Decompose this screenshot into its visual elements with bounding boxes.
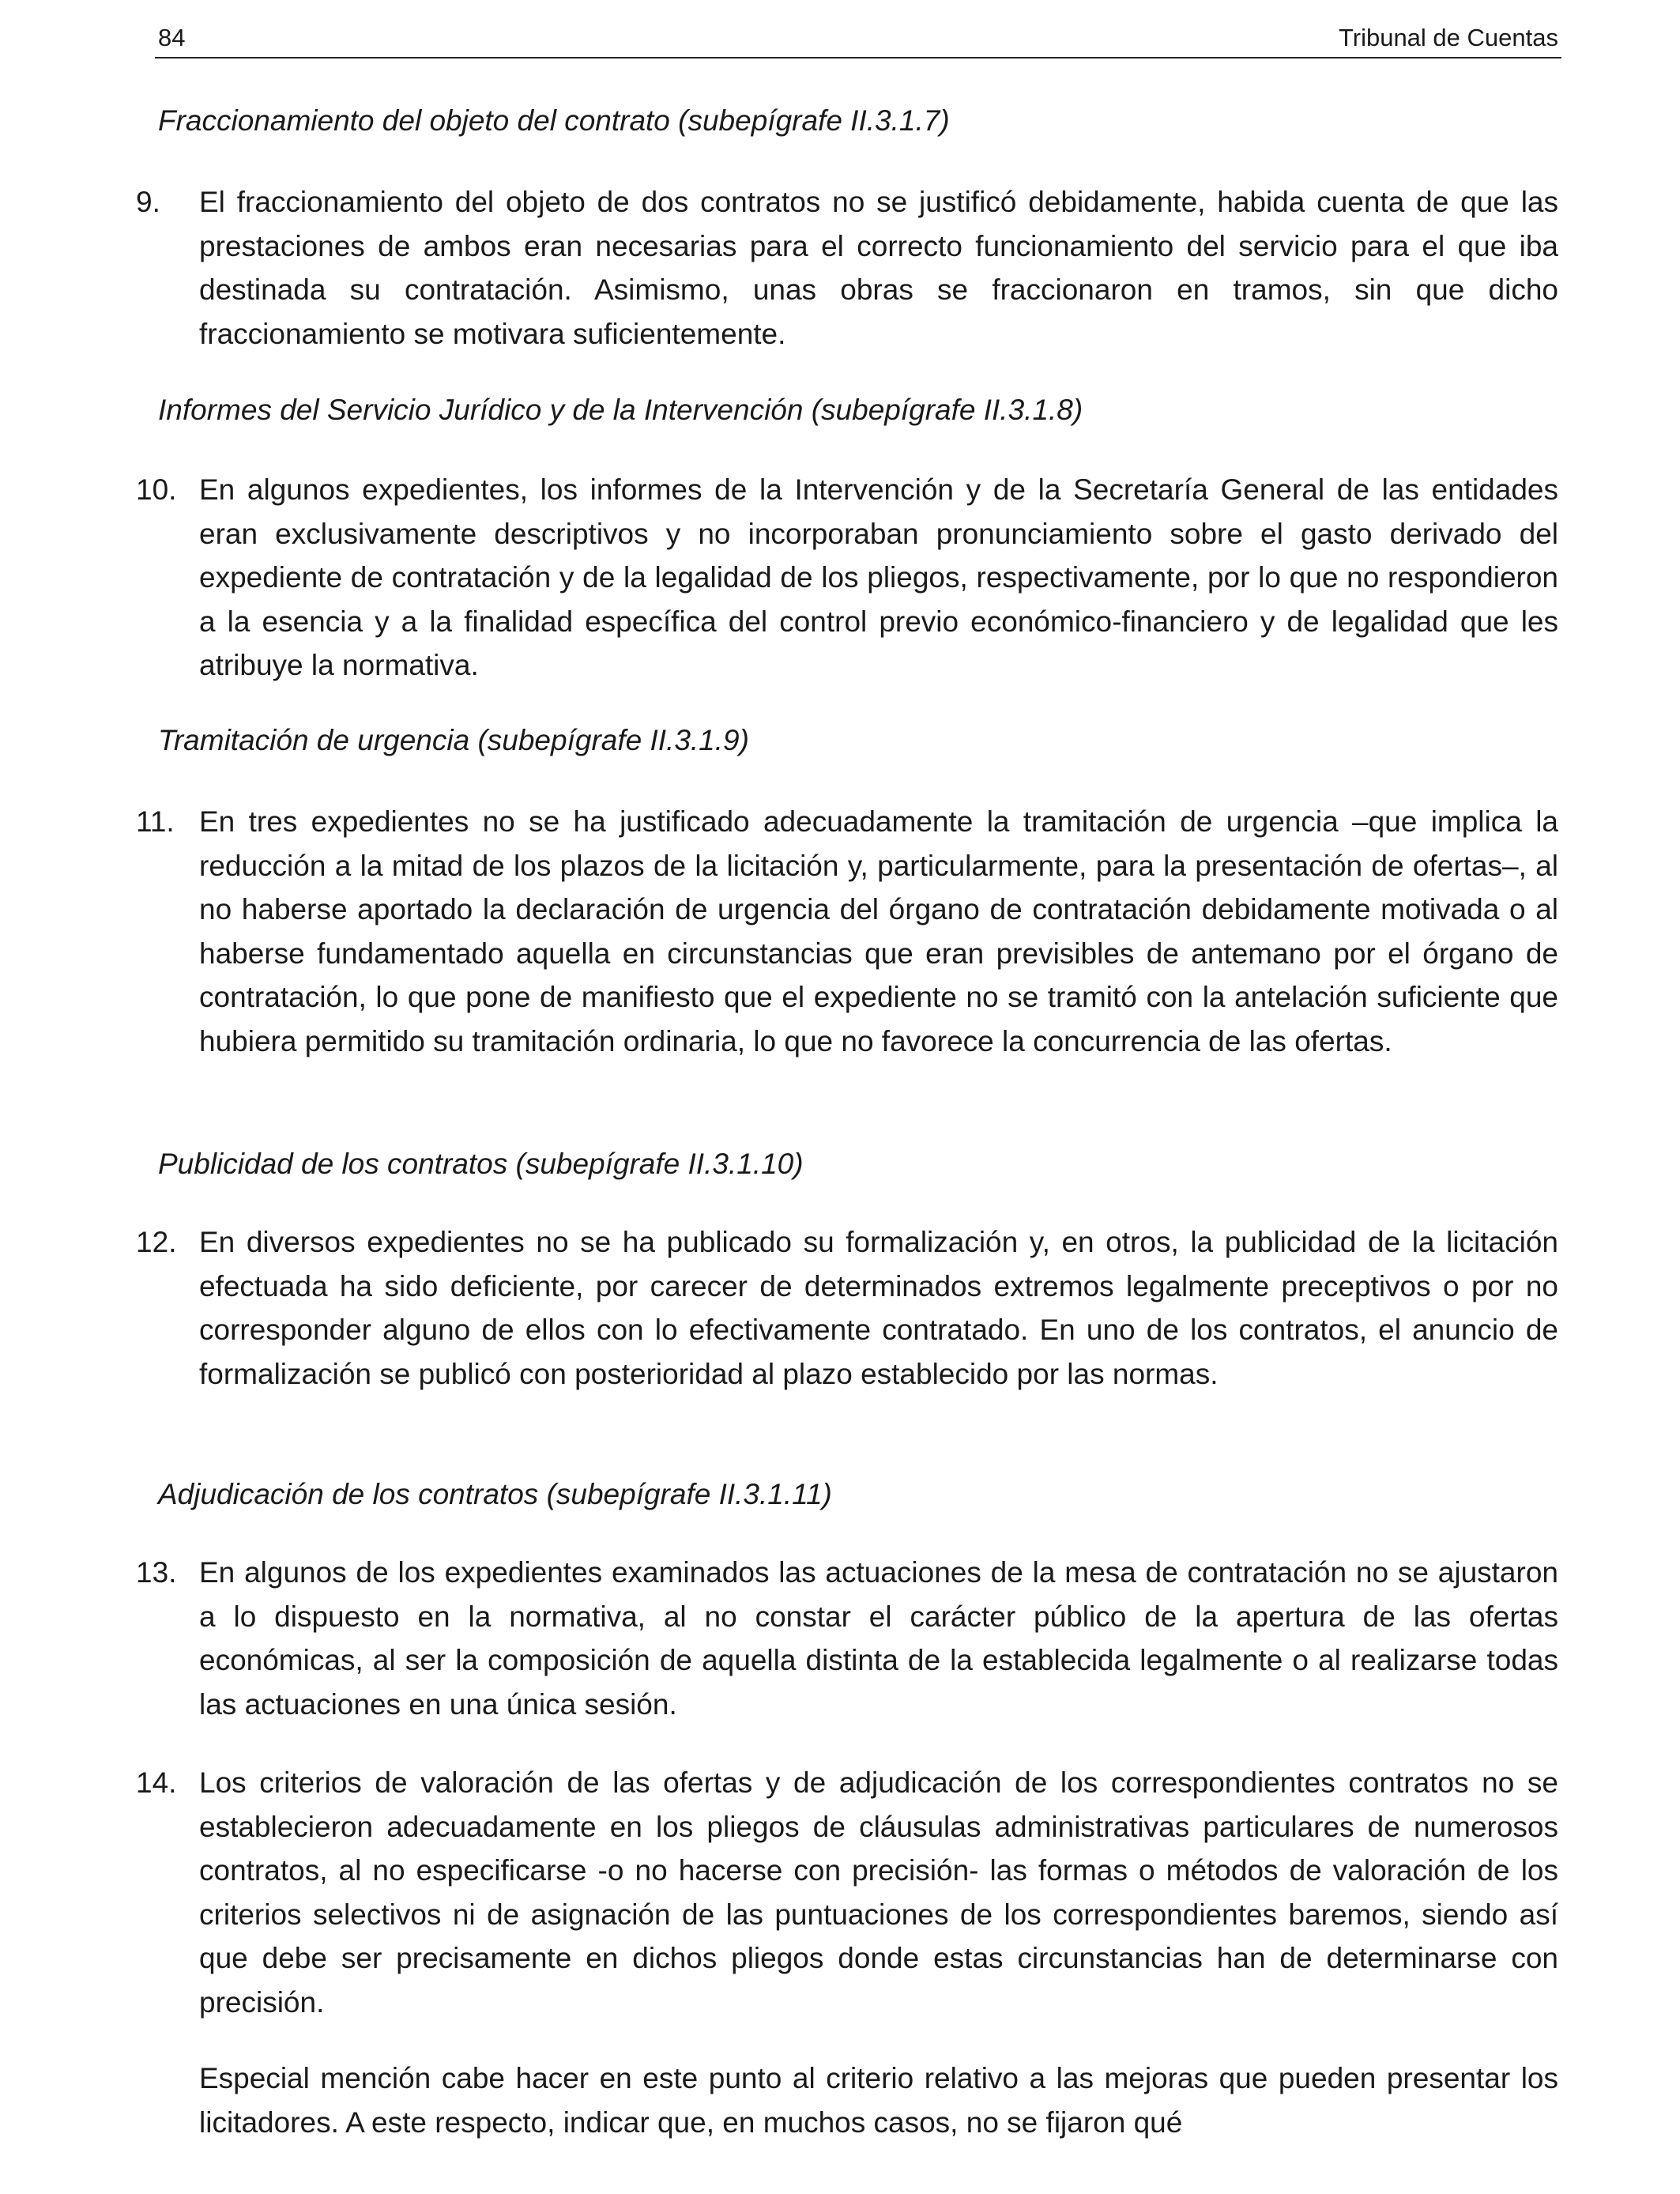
item-number: 14. [136,1766,177,1799]
item-paragraph: En algunos de los expedientes examinados las actuaciones de la mesa de contratación no se ajustaron a lo dispuesto en la normativa, al no constar el carácter público de la apertura de las ofertas económicas, al ser la composición de aquella distinta de la establecida legalmente o al realizarse todas las actuaciones en una única sesión. [199,1556,1558,1721]
item-number: 11. [136,805,175,838]
item-number: 12. [136,1226,177,1258]
section-heading-publicidad: Publicidad de los contratos (subepígrafe II.3.1.10) [158,1148,804,1180]
item-paragraph: Los criterios de valoración de las ofertas y de adjudicación de los correspondientes contratos no se establecieron adecuadamente en los pliegos de cláusulas administrativas particulares de numerosos contratos, al no especificarse -o no hacerse con precisión- las formas o métodos de valoración de los criterios selectivos ni de asignación de las puntuaciones de los correspondientes baremos, siendo así que debe ser precisamente en dichos pliegos donde estas circunstancias han de determinarse con precisión. [199,1766,1558,2019]
page-number: 84 [158,24,186,51]
section-heading-fraccionamiento: Fraccionamiento del objeto del contrato (subepígrafe II.3.1.7) [158,104,950,137]
item-paragraph: En algunos expedientes, los informes de la Intervención y de la Secretaría General de las entidades eran exclusivamente descriptivos y no incorporaban pronunciamiento sobre el gasto derivado del expediente de contratación y de la legalidad de los pliegos, respectivamente, por lo que no respondieron a la esencia y a la finalidad específica del control previo económico-financiero y de legalidad que les atribuye la normativa. [199,473,1558,681]
item-paragraph: En tres expedientes no se ha justificado adecuadamente la tramitación de urgencia –que implica la reducción a la mitad de los plazos de la licitación y, particularmente, para la presentación de ofertas–, al no haberse aportado la declaración de urgencia del órgano de contratación debidamente motivada o al haberse fundamentado aquella en circunstancias que eran previsibles de antemano por el órgano de contratación, lo que pone de manifiesto que el expediente no se tramitó con la antelación suficiente que hubiera permitido su tramitación ordinaria, lo que no favorece la concurrencia de las ofertas. [199,805,1558,1057]
section-heading-tramitacion: Tramitación de urgencia (subepígrafe II.3.1.9) [158,724,749,756]
item-paragraph-continuation: Especial mención cabe hacer en este punto al criterio relativo a las mejoras que pueden presentar los licitadores. A este respecto, indicar que, en muchos casos, no se fijaron qué [199,2062,1558,2139]
item-paragraph: El fraccionamiento del objeto de dos contratos no se justificó debidamente, habida cuenta de que las prestaciones de ambos eran necesarias para el correcto funcionamiento del servicio para el que iba destinada su contratación. Asimismo, unas obras se fraccionaron en tramos, sin que dicho fraccionamiento se motivara suficientemente. [199,186,1558,350]
section-heading-informes: Informes del Servicio Jurídico y de la Intervención (subepígrafe II.3.1.8) [158,394,1083,426]
header-title: Tribunal de Cuentas [1338,24,1558,51]
item-number: 10. [136,473,177,506]
item-paragraph: En diversos expedientes no se ha publicado su formalización y, en otros, la publicidad de la licitación efectuada ha sido deficiente, por carecer de determinados extremos legalmente preceptivos o por no corresponder alguno de ellos con lo efectivamente contratado. En uno de los contratos, el anuncio de formalización se publicó con posterioridad al plazo establecido por las normas. [199,1226,1558,1390]
section-heading-adjudicacion: Adjudicación de los contratos (subepígrafe II.3.1.11) [158,1478,832,1510]
running-header [155,21,1561,58]
item-number: 13. [136,1556,177,1589]
item-number: 9. [136,186,160,218]
